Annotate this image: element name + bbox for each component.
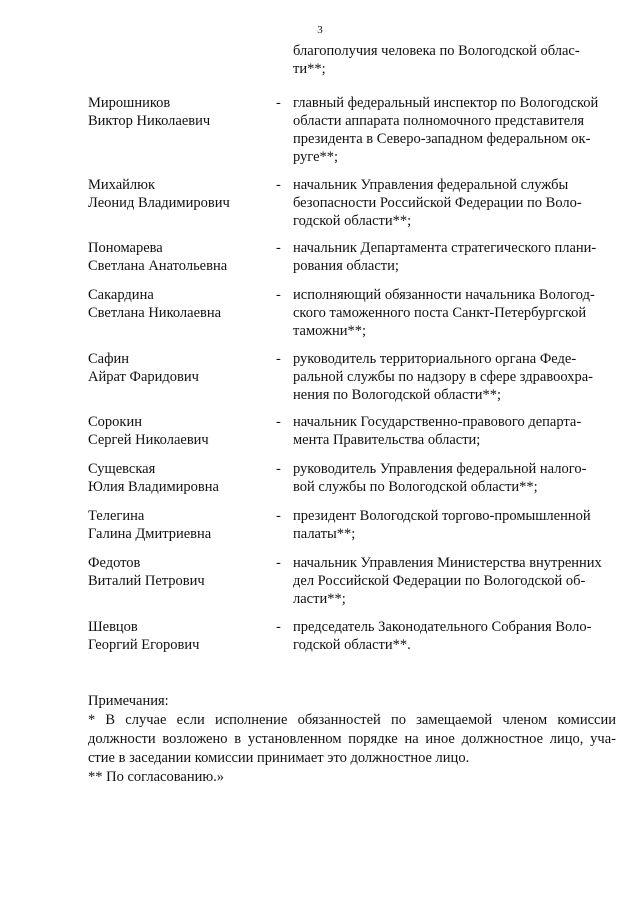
member-position-line: председатель Законодательного Собрания Воло-	[293, 619, 592, 635]
member-given-name: Сергей Николаевич	[88, 432, 209, 448]
member-position-line: мента Правительства области;	[293, 432, 481, 448]
member-position-line: начальник Управления Министерства внутренних	[293, 555, 602, 571]
continuation-line-2: ти**;	[293, 61, 326, 77]
member-position-line: таможни**;	[293, 323, 367, 339]
member-dash: -	[276, 287, 281, 303]
continuation-line-1: благополучия человека по Вологодской облас-	[293, 43, 580, 59]
member-position-line: начальник Департамента стратегического плани-	[293, 240, 597, 256]
member-position-line: вой службы по Вологодской области**;	[293, 479, 538, 495]
member-dash: -	[276, 555, 281, 571]
member-surname: Сафин	[88, 351, 130, 367]
member-given-name: Виталий Петрович	[88, 573, 205, 589]
member-surname: Сорокин	[88, 414, 142, 430]
member-position-line: дел Российской Федерации по Вологодской об-	[293, 573, 586, 589]
member-position-line: нения по Вологодской области**;	[293, 387, 502, 403]
member-given-name: Георгий Егорович	[88, 637, 200, 653]
note-1-line: стие в заседании комиссии принимает это должностное лицо.	[88, 750, 470, 766]
member-position-line: ральной службы по надзору в сфере здравоохра-	[293, 369, 593, 385]
member-position-line: годской области**.	[293, 637, 411, 653]
member-dash: -	[276, 414, 281, 430]
page-number: 3	[317, 24, 323, 36]
member-position-line: рования области;	[293, 258, 399, 274]
notes-section	[88, 692, 616, 787]
member-position-line: президент Вологодской торгово-промышленной	[293, 508, 591, 524]
member-position-line: руководитель территориального органа Феде-	[293, 351, 577, 367]
member-surname: Михайлюк	[88, 177, 156, 193]
note-1-line: * В случае если исполнение обязанностей по замещаемой членом комиссии	[88, 712, 616, 728]
member-surname: Мирошников	[88, 95, 171, 111]
member-dash: -	[276, 461, 281, 477]
member-position-line: исполняющий обязанности начальника Вологод-	[293, 287, 595, 303]
member-given-name: Галина Дмитриевна	[88, 526, 212, 542]
member-dash: -	[276, 351, 281, 367]
member-surname: Сакардина	[88, 287, 154, 303]
member-position-line: руге**;	[293, 149, 339, 165]
member-given-name: Айрат Фаридович	[88, 369, 199, 385]
member-dash: -	[276, 95, 281, 111]
member-given-name: Светлана Анатольевна	[88, 258, 228, 274]
member-position-line: области аппарата полномочного представителя	[293, 113, 585, 129]
member-position-line: начальник Управления федеральной службы	[293, 177, 569, 193]
member-given-name: Юлия Владимировна	[88, 479, 219, 495]
member-position-line: безопасности Российской Федерации по Воло-	[293, 195, 582, 211]
member-surname: Шевцов	[88, 619, 138, 635]
member-dash: -	[276, 240, 281, 256]
member-given-name: Виктор Николаевич	[88, 113, 211, 129]
member-given-name: Светлана Николаевна	[88, 305, 222, 321]
member-position-line: ского таможенного поста Санкт-Петербургской	[293, 305, 587, 321]
member-dash: -	[276, 177, 281, 193]
member-position-line: руководитель Управления федеральной налого-	[293, 461, 587, 477]
notes-title: Примечания:	[88, 693, 169, 709]
member-position-line: ласти**;	[293, 591, 346, 607]
member-surname: Пономарева	[88, 240, 163, 256]
member-position-line: годской области**;	[293, 213, 412, 229]
member-position-line: главный федеральный инспектор по Вологодской	[293, 95, 599, 111]
member-position-line: президента в Северо-западном федеральном ок-	[293, 131, 591, 147]
member-dash: -	[276, 619, 281, 635]
note-1-line: должности возложено в установленном порядке на иное должностное лицо, уча-	[88, 731, 616, 747]
member-position-line: палаты**;	[293, 526, 356, 542]
member-position-line: начальник Государственно-правового департа-	[293, 414, 582, 430]
member-surname: Федотов	[88, 555, 141, 571]
member-surname: Сущевская	[88, 461, 156, 477]
member-given-name: Леонид Владимирович	[88, 195, 230, 211]
member-surname: Телегина	[88, 508, 145, 524]
member-dash: -	[276, 508, 281, 524]
note-2: ** По согласованию.»	[88, 769, 225, 785]
